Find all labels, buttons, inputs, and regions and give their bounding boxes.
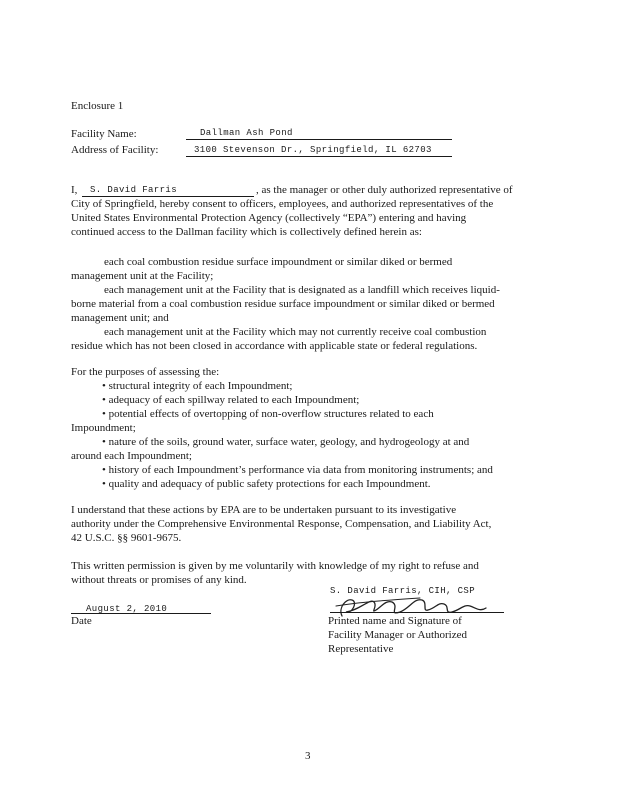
unit1-line2: management unit at the Facility; [71, 270, 214, 282]
facility-address-underline [186, 156, 452, 157]
authority-line3: 42 U.S.C. §§ 9601-9675. [71, 532, 182, 544]
purpose-bullet-1: • structural integrity of each Impoundment; [102, 380, 293, 392]
enclosure-label: Enclosure 1 [71, 100, 124, 112]
representative-name-underline [82, 196, 254, 197]
voluntary-line2: without threats or promises of any kind. [71, 574, 247, 586]
facility-name-label: Facility Name: [71, 128, 137, 140]
date-underline [71, 613, 211, 614]
purpose-bullet-4-line2: around each Impoundment; [71, 450, 192, 462]
unit2-line3: management unit; and [71, 312, 169, 324]
purpose-bullet-4-line1: • nature of the soils, ground water, surface water, geology, and hydrogeology at and [102, 436, 470, 448]
authority-line2: authority under the Comprehensive Environmental Response, Compensation, and Liability Act, [71, 518, 492, 530]
voluntary-line1: This written permission is given by me voluntarily with knowledge of my right to refuse and [71, 560, 479, 572]
consent-line2: City of Springfield, hereby consent to officers, employees, and authorized representatives of the [71, 198, 494, 210]
page-number: 3 [305, 750, 311, 762]
printed-name: S. David Farris, CIH, CSP [330, 586, 476, 596]
authority-line1: I understand that these actions by EPA are to be undertaken pursuant to its investigative [71, 504, 457, 516]
purpose-bullet-3-line2: Impoundment; [71, 422, 136, 434]
unit1-line1: each coal combustion residue surface impoundment or similar diked or bermed [104, 256, 453, 268]
signature-label-line2: Facility Manager or Authorized [328, 629, 467, 641]
purposes-intro: For the purposes of assessing the: [71, 366, 220, 378]
facility-name-underline [186, 139, 452, 140]
representative-name: S. David Farris [90, 185, 178, 195]
signature-label-line3: Representative [328, 643, 394, 655]
facility-address-label: Address of Facility: [71, 144, 159, 156]
unit3-line1: each management unit at the Facility which may not currently receive coal combustion [104, 326, 487, 338]
purpose-bullet-5: • history of each Impoundment’s performance via data from monitoring instruments; and [102, 464, 493, 476]
facility-address-value: 3100 Stevenson Dr., Springfield, IL 62703 [194, 145, 432, 155]
unit2-line1: each management unit at the Facility that is designated as a landfill which receives liquid- [104, 284, 500, 296]
date-value: August 2, 2010 [86, 604, 168, 614]
signature-label-line1: Printed name and Signature of [328, 615, 462, 627]
date-label: Date [71, 615, 92, 627]
consent-prefix: I, [71, 184, 78, 196]
unit2-line2: borne material from a coal combustion residue surface impoundment or similar diked or bermed [71, 298, 495, 310]
purpose-bullet-3-line1: • potential effects of overtopping of non-overflow structures related to each [102, 408, 434, 420]
purpose-bullet-6: • quality and adequacy of public safety protections for each Impoundment. [102, 478, 431, 490]
consent-line3: United States Environmental Protection Agency (collectively “EPA”) entering and having [71, 212, 467, 224]
consent-line4: continued access to the Dallman facility which is collectively defined herein as: [71, 226, 422, 238]
purpose-bullet-2: • adequacy of each spillway related to each Impoundment; [102, 394, 360, 406]
facility-name-value: Dallman Ash Pond [200, 128, 293, 138]
signature-line [330, 612, 504, 613]
unit3-line2: residue which has not been closed in accordance with applicable state or federal regulations. [71, 340, 478, 352]
consent-line1-rest: , as the manager or other duly authorized representative of [256, 184, 513, 196]
